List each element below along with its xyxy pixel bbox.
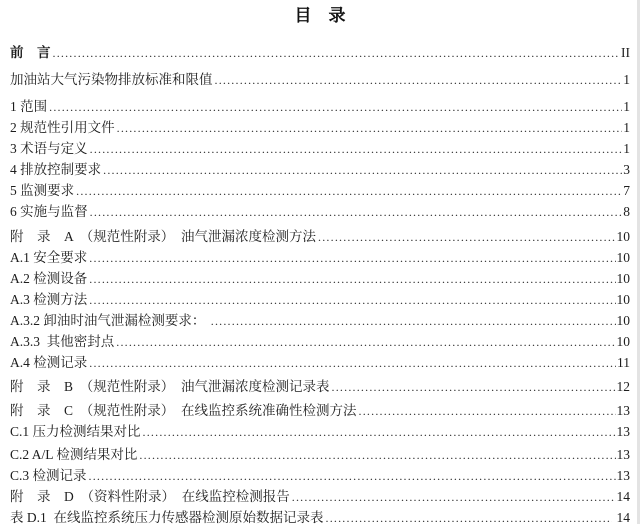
toc-entry-page: 7 <box>623 183 630 198</box>
dot-leader <box>116 331 615 353</box>
toc-entry-page: 14 <box>613 510 630 525</box>
toc-entry-page: 13 <box>616 447 630 462</box>
toc-entry-page: 10 <box>616 292 630 307</box>
dot-leader <box>89 352 616 374</box>
toc-entry-label: 附 录 B （规范性附录） 油气泄漏浓度检测记录表 <box>10 379 330 394</box>
toc-entry <box>10 180 630 201</box>
toc-entry <box>10 247 630 268</box>
dot-leader <box>292 486 616 508</box>
toc-entry-label: 1 范围 <box>10 99 48 114</box>
toc-entry-label: 6 实施与监督 <box>10 204 88 219</box>
toc-entry-page: 1 <box>623 72 630 87</box>
toc-entry-label: C.2 A/L 检测结果对比 <box>10 447 138 462</box>
toc-entry-label: 2 规范性引用文件 <box>10 120 115 135</box>
toc-entry-label: 表 D.1 在线监控系统压力传感器检测原始数据记录表 <box>10 510 324 525</box>
dot-leader <box>215 69 623 91</box>
dot-leader <box>53 42 621 64</box>
toc-list <box>10 42 630 528</box>
toc-entry-page: 3 <box>623 162 630 177</box>
toc-entry <box>10 486 630 507</box>
toc-entry-page: 11 <box>617 355 630 370</box>
dot-leader <box>89 289 615 311</box>
toc-entry-label: C.3 检测记录 <box>10 468 87 483</box>
toc-entry-page: 13 <box>616 403 630 418</box>
toc-entry-label: C.1 压力检测结果对比 <box>10 424 141 439</box>
dot-leader <box>139 444 615 466</box>
toc-entry-label: A.3.3 其他密封点 <box>10 334 115 349</box>
toc-entry <box>10 96 630 117</box>
toc-entry-page: 1 <box>623 99 630 114</box>
toc-entry-label: 3 术语与定义 <box>10 141 88 156</box>
dot-leader <box>76 180 622 202</box>
toc-entry <box>10 331 630 352</box>
dot-leader <box>49 96 622 118</box>
toc-entry-label: A.3 检测方法 <box>10 292 88 307</box>
toc-entry-page: 10 <box>616 229 630 244</box>
dot-leader <box>89 268 615 290</box>
toc-entry-label: 附 录 C （规范性附录） 在线监控系统准确性检测方法 <box>10 403 357 418</box>
dot-leader <box>359 400 616 422</box>
toc-entry-label: 加油站大气污染物排放标准和限值 <box>10 72 213 87</box>
toc-entry-label: A.4 检测记录 <box>10 355 88 370</box>
dot-leader <box>332 376 616 398</box>
dot-leader <box>117 117 623 139</box>
toc-entry-page: 14 <box>616 489 630 504</box>
toc-entry-page: 10 <box>616 334 630 349</box>
toc-entry-page: 10 <box>616 250 630 265</box>
toc-entry <box>10 138 630 159</box>
toc-entry-page: 13 <box>616 468 630 483</box>
toc-entry <box>10 268 630 289</box>
toc-entry-page: 1 <box>623 141 630 156</box>
dot-leader <box>143 421 616 443</box>
toc-entry-page: 8 <box>623 204 630 219</box>
toc-entry-label: A.1 安全要求 <box>10 250 88 265</box>
toc-entry-page: 12 <box>616 379 630 394</box>
dot-leader <box>211 310 616 332</box>
toc-entry <box>10 159 630 180</box>
toc-entry-label: 5 监测要求 <box>10 183 75 198</box>
toc-entry <box>10 376 630 397</box>
toc-entry-page: 10 <box>616 271 630 286</box>
dot-leader <box>90 201 623 223</box>
toc-entry <box>10 352 630 373</box>
toc-entry-page: 1 <box>623 120 630 135</box>
toc-entry <box>10 201 630 222</box>
toc-entry <box>10 117 630 138</box>
toc-entry <box>10 421 630 442</box>
toc-entry <box>10 42 630 63</box>
toc-entry-page: 13 <box>616 424 630 439</box>
toc-entry-page: 10 <box>616 313 630 328</box>
toc-entry <box>10 400 630 421</box>
dot-leader <box>90 138 623 160</box>
dot-leader <box>103 159 622 181</box>
toc-entry <box>10 444 630 465</box>
dot-leader <box>326 507 613 529</box>
toc-entry <box>10 289 630 310</box>
toc-entry <box>10 69 630 90</box>
dot-leader <box>318 226 615 248</box>
toc-entry-page: II <box>621 45 630 60</box>
toc-entry <box>10 507 630 528</box>
dot-leader <box>89 465 616 487</box>
page-title: 目 录 <box>294 6 346 25</box>
toc-entry-label: 附 录 D （资料性附录） 在线监控检测报告 <box>10 489 290 504</box>
toc-entry-label: A.2 检测设备 <box>10 271 88 286</box>
toc-entry <box>10 465 630 486</box>
toc-entry-label: A.3.2 卸油时油气泄漏检测要求： <box>10 313 209 328</box>
toc-entry-label: 附 录 A （规范性附录） 油气泄漏浓度检测方法 <box>10 229 317 244</box>
toc-entry <box>10 226 630 247</box>
dot-leader <box>89 247 615 269</box>
toc-entry <box>10 310 630 331</box>
toc-entry-label: 4 排放控制要求 <box>10 162 102 177</box>
toc-entry-label: 前 言 <box>10 45 51 60</box>
